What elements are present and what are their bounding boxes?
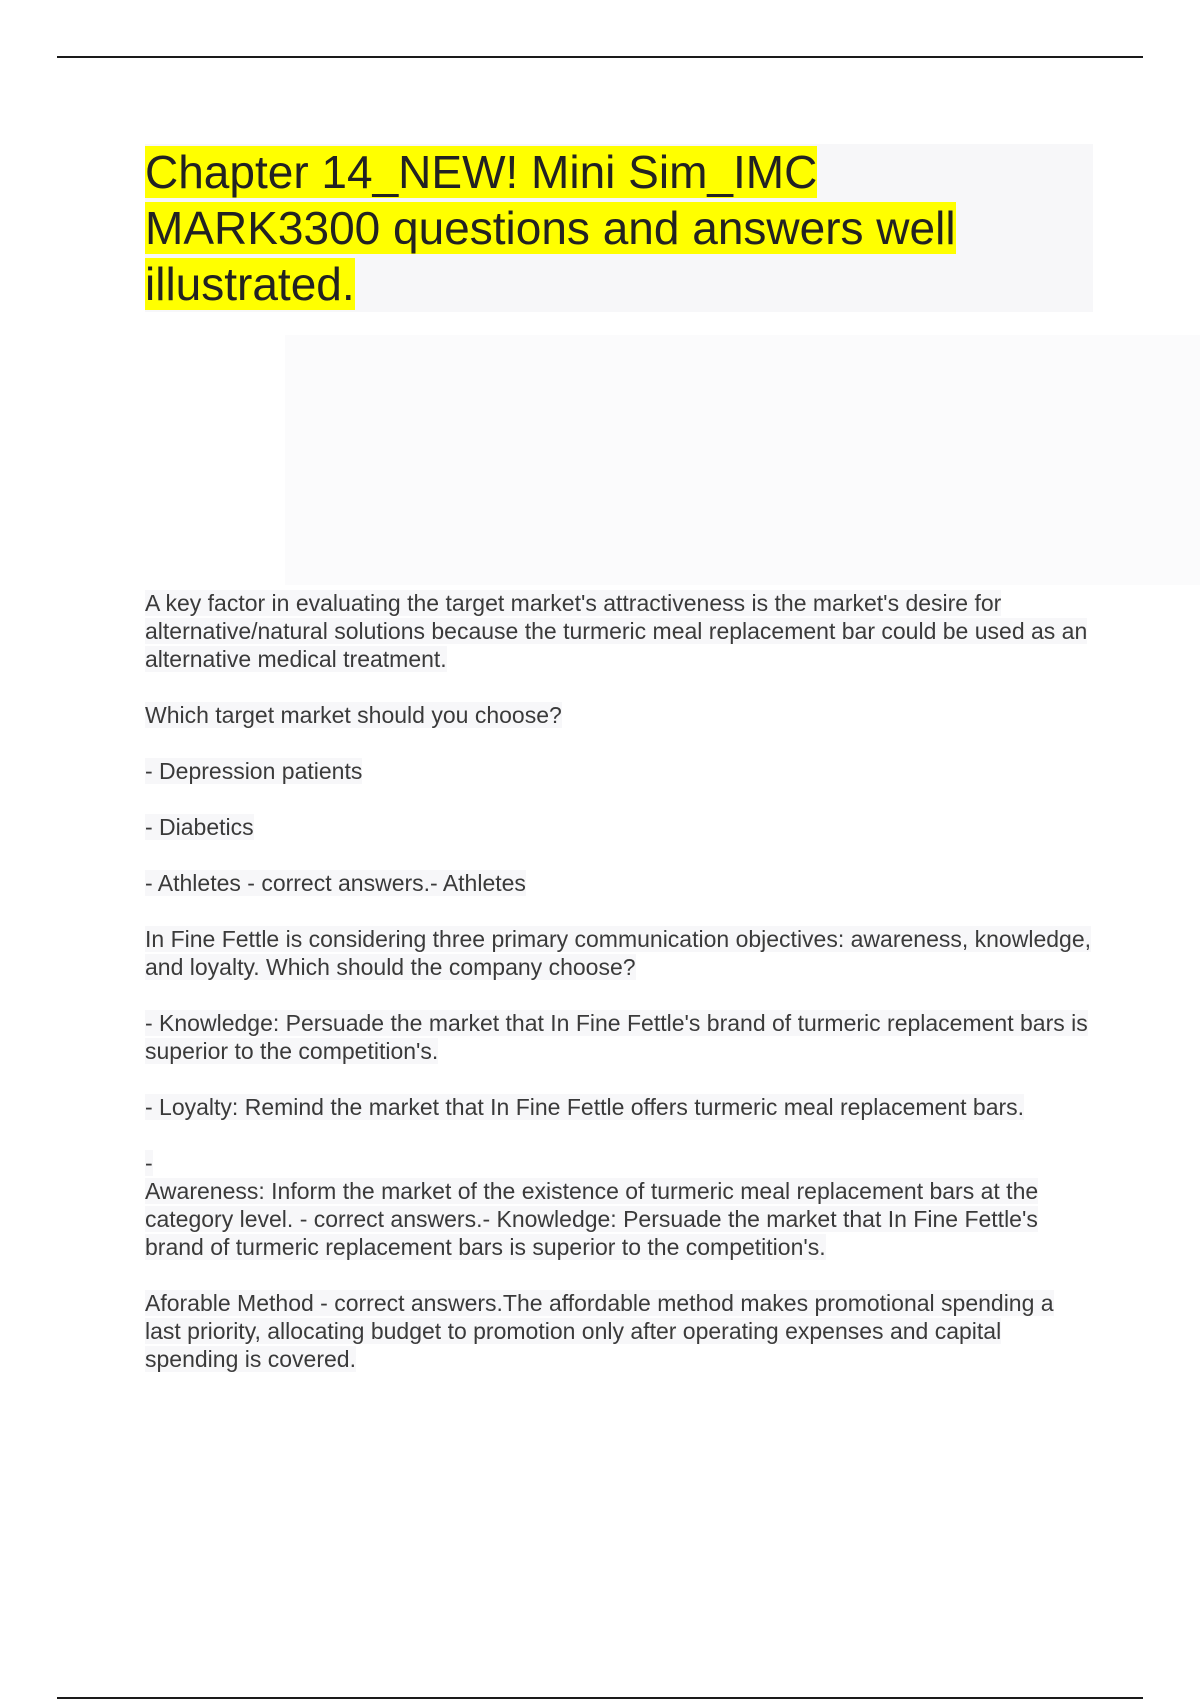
- paragraph-question-objectives: In Fine Fettle is considering three primary communication objectives: awareness, knowledge, and loyalty. Which should the company choose?: [145, 926, 1091, 980]
- top-rule: [57, 56, 1143, 58]
- paragraph-question-target-market: Which target market should you choose?: [145, 702, 562, 728]
- blank-area: [285, 335, 1200, 585]
- paragraph-option-loyalty: - Loyalty: Remind the market that In Fine Fettle offers turmeric meal replacement bars.: [145, 1094, 1025, 1120]
- paragraph-answer-athletes: - Athletes - correct answers.- Athletes: [145, 870, 526, 896]
- document-title: [145, 144, 1025, 312]
- paragraph-option-knowledge: - Knowledge: Persuade the market that In Fine Fettle's brand of turmeric replacement bars is superior to the competition's.: [145, 1010, 1088, 1064]
- paragraph-answer-awareness: - Awareness: Inform the market of the existence of turmeric meal replacement bars at the category level. - correct answers.- Knowledge: Persuade the market that In Fine Fettle's brand of turmeric replacement bars is superior to the competition's.: [145, 1150, 1039, 1260]
- bottom-rule: [57, 1697, 1143, 1699]
- title-block: [145, 144, 1093, 312]
- paragraph-option-diabetics: - Diabetics: [145, 814, 254, 840]
- paragraph-affordable-method: Aforable Method - correct answers.The affordable method makes promotional spending a last priority, allocating budget to promotion only after operating expenses and capital spending is covered.: [145, 1290, 1054, 1372]
- title-highlight: Chapter 14_NEW! Mini Sim_IMC MARK3300 questions and answers well illustrated.: [145, 146, 956, 310]
- document-body: [145, 589, 1095, 1401]
- paragraph-intro: A key factor in evaluating the target market's attractiveness is the market's desire for alternative/natural solutions because the turmeric meal replacement bar could be used as an alternative medical treatment.: [145, 590, 1088, 672]
- paragraph-option-depression: - Depression patients: [145, 758, 363, 784]
